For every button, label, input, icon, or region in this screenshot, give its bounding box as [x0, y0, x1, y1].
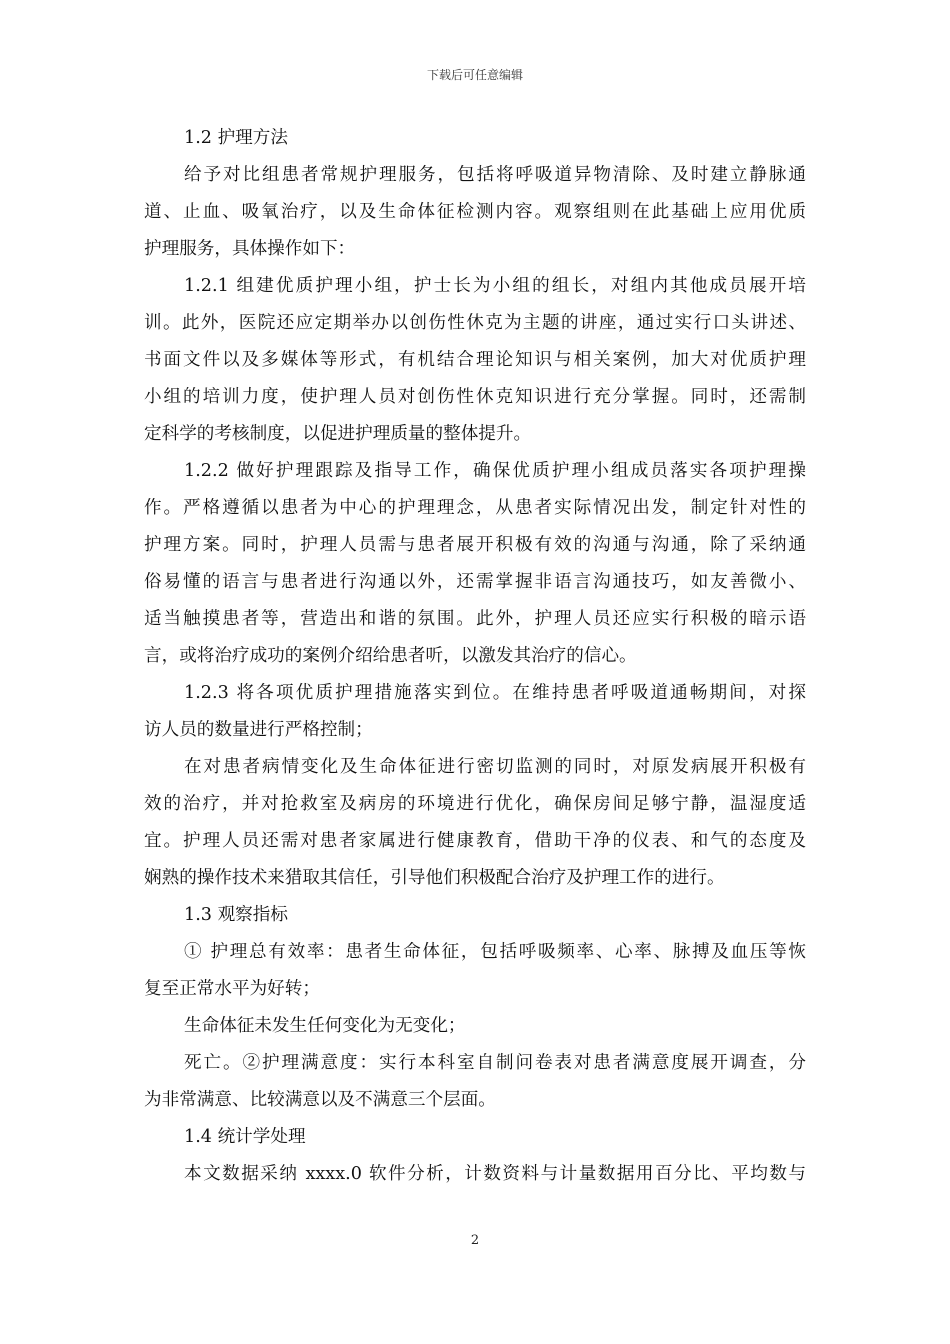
text-line: 1.4 统计学处理: [184, 1127, 306, 1147]
header-note: 下载后可任意编辑: [426, 68, 523, 82]
text-line: 适当触摸患者等，营造出和谐的氛围。此外，护理人员还应实行积极的暗示语: [144, 609, 806, 629]
text-line: 娴熟的操作技术来猎取其信任，引导他们积极配合治疗及护理工作的进行。: [144, 868, 725, 888]
text-line: 训。此外，医院还应定期举办以创伤性休克为主题的讲座，通过实行口头讲述、: [144, 313, 806, 333]
text-line: 俗易懂的语言与患者进行沟通以外，还需掌握非语言沟通技巧，如友善微小、: [144, 572, 806, 592]
text-line: 给予对比组患者常规护理服务，包括将呼吸道异物清除、及时建立静脉通: [184, 165, 806, 185]
text-line: 1.3 观察指标: [184, 905, 288, 925]
text-line: 定科学的考核制度，以促进护理质量的整体提升。: [144, 424, 532, 444]
text-line: 宜。护理人员还需对患者家属进行健康教育，借助干净的仪表、和气的态度及: [144, 831, 806, 851]
text-line: 1.2.3 将各项优质护理措施落实到位。在维持患者呼吸道通畅期间，对探: [184, 683, 806, 703]
text-line: 道、止血、吸氧治疗，以及生命体征检测内容。观察组则在此基础上应用优质: [144, 202, 806, 222]
text-line: 死亡。②护理满意度：实行本科室自制问卷表对患者满意度展开调查，分: [184, 1053, 806, 1073]
body-text: [144, 120, 806, 1193]
text-line: 护理方案。同时，护理人员需与患者展开积极有效的沟通与沟通，除了采纳通: [144, 535, 806, 555]
page-number: 2: [470, 1233, 480, 1248]
text-line: 1.2 护理方法: [184, 128, 288, 148]
text-line: 护理服务，具体操作如下：: [144, 239, 356, 259]
text-line: 1.2.1 组建优质护理小组，护士长为小组的组长，对组内其他成员展开培: [184, 276, 806, 296]
text-line: 1.2.2 做好护理跟踪及指导工作，确保优质护理小组成员落实各项护理操: [184, 461, 806, 481]
text-line: 小组的培训力度，使护理人员对创伤性休克知识进行充分掌握。同时，还需制: [144, 387, 806, 407]
text-line: 复至正常水平为好转；: [144, 979, 320, 999]
text-line: 访人员的数量进行严格控制；: [144, 720, 373, 740]
text-line: ① 护理总有效率：患者生命体征，包括呼吸频率、心率、脉搏及血压等恢: [184, 942, 806, 962]
text-line: 本文数据采纳 xxxx.0 软件分析，计数资料与计量数据用百分比、平均数与: [184, 1164, 806, 1184]
text-line: 在对患者病情变化及生命体征进行密切监测的同时，对原发病展开积极有: [184, 757, 806, 777]
text-line: 为非常满意、比较满意以及不满意三个层面。: [144, 1090, 496, 1110]
text-line: 生命体征未发生任何变化为无变化；: [184, 1016, 466, 1036]
text-line: 书面文件以及多媒体等形式，有机结合理论知识与相关案例，加大对优质护理: [144, 350, 806, 370]
text-line: 效的治疗，并对抢救室及病房的环境进行优化，确保房间足够宁静，温湿度适: [144, 794, 806, 814]
text-line: 言，或将治疗成功的案例介绍给患者听，以激发其治疗的信心。: [144, 646, 637, 666]
text-line: 作。严格遵循以患者为中心的护理理念，从患者实际情况出发，制定针对性的: [144, 498, 806, 518]
